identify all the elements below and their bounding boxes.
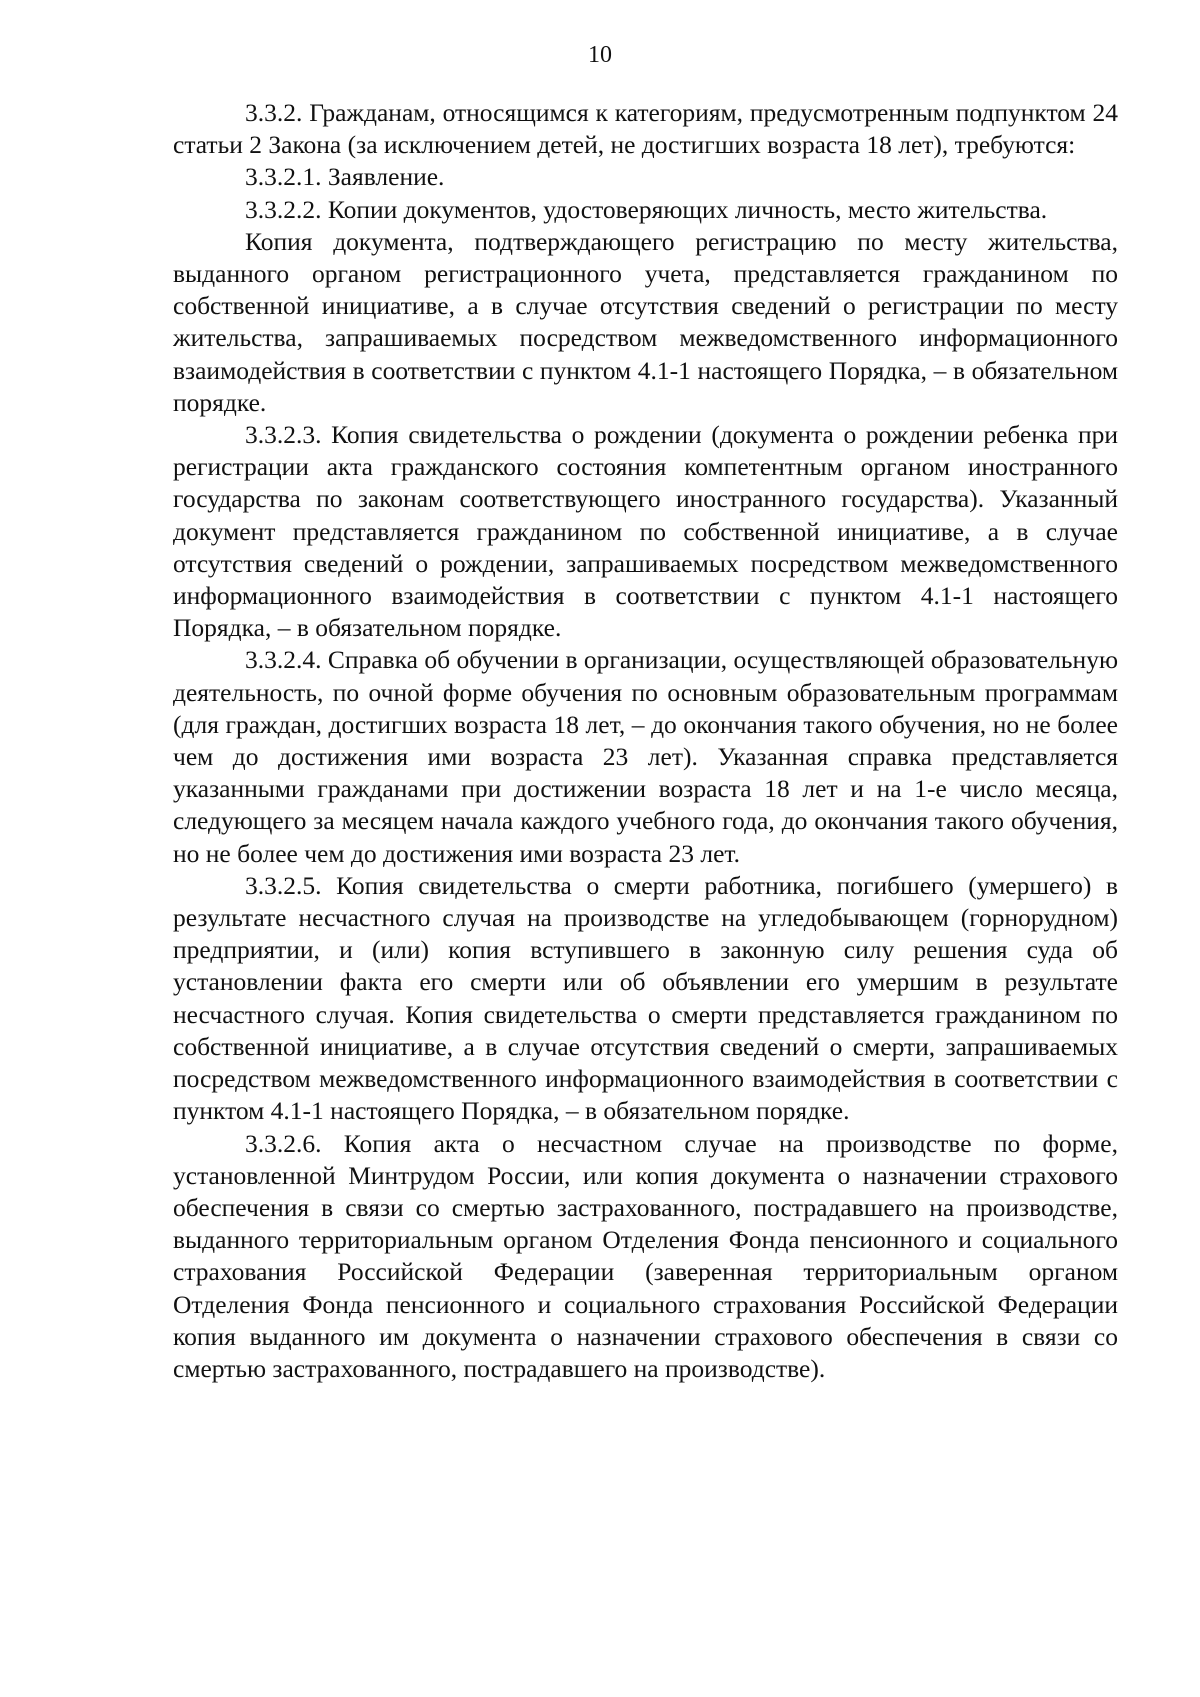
- paragraph-3-3-2-2: 3.3.2.2. Копии документов, удостоверяющих личность, место жительства.: [245, 194, 1048, 224]
- paragraph-3-3-2: 3.3.2. Гражданам, относящимся к категориям, предусмотренным подпунктом 24 статьи 2 Закона (за исключением детей, не достигших возраста 18 лет), требуются:: [173, 98, 1118, 160]
- page-number: 10: [588, 42, 612, 68]
- paragraph-3-3-2-4: 3.3.2.4. Справка об обучении в организации, осуществляющей образовательную деятельность, по очной форме обучения по основным образовательным программам (для граждан, достигших возраста 18 лет, – до окончания такого обучения, но не более чем до достижения ими возраста 23 лет). Указанная справка представляется указанными гражданами при достижении возраста 18 лет и на 1-е число месяца, следующего за месяцем начала каждого учебного года, до окончания такого обучения, но не более чем до достижения ими возраста 23 лет.: [173, 645, 1118, 868]
- paragraph-registration-copy: Копия документа, подтверждающего регистрацию по месту жительства, выданного органом регистрационного учета, представляется гражданином по собственной инициативе, а в случае отсутствия сведений о регистрации по месту жительства, запрашиваемых посредством межведомственного информационного взаимодействия в соответствии с пунктом 4.1-1 настоящего Порядка, – в обязательном порядке.: [173, 226, 1118, 417]
- paragraph-3-3-2-5: 3.3.2.5. Копия свидетельства о смерти работника, погибшего (умершего) в результате несчастного случая на производстве на угледобывающем (горнорудном) предприятии, и (или) копия вступившего в законную силу решения суда об установлении факта его смерти или об объявлении его умершим в результате несчастного случая. Копия свидетельства о смерти представляется гражданином по собственной инициативе, а в случае отсутствия сведений о смерти, запрашиваемых посредством межведомственного информационного взаимодействия в соответствии с пунктом 4.1-1 настоящего Порядка, – в обязательном порядке.: [173, 870, 1118, 1126]
- document-body: [173, 97, 1118, 1385]
- paragraph-3-3-2-6: 3.3.2.6. Копия акта о несчастном случае на производстве по форме, установленной Минтрудом России, или копия документа о назначении страхового обеспечения в связи со смертью застрахованного, пострадавшего на производстве, выданного территориальным органом Отделения Фонда пенсионного и социального страхования Российской Федерации (заверенная территориальным органом Отделения Фонда пенсионного и социального страхования Российской Федерации копия выданного им документа о назначении страхового обеспечения в связи со смертью застрахованного, пострадавшего на производстве).: [173, 1128, 1118, 1383]
- paragraph-3-3-2-1: 3.3.2.1. Заявление.: [245, 162, 445, 192]
- paragraph-3-3-2-3: 3.3.2.3. Копия свидетельства о рождении (документа о рождении ребенка при регистрации акта гражданского состояния компетентным органом иностранного государства по законам соответствующего иностранного государства). Указанный документ представляется гражданином по собственной инициативе, а в случае отсутствия сведений о рождении, запрашиваемых посредством межведомственного информационного взаимодействия в соответствии с пунктом 4.1-1 настоящего Порядка, – в обязательном порядке.: [173, 420, 1118, 643]
